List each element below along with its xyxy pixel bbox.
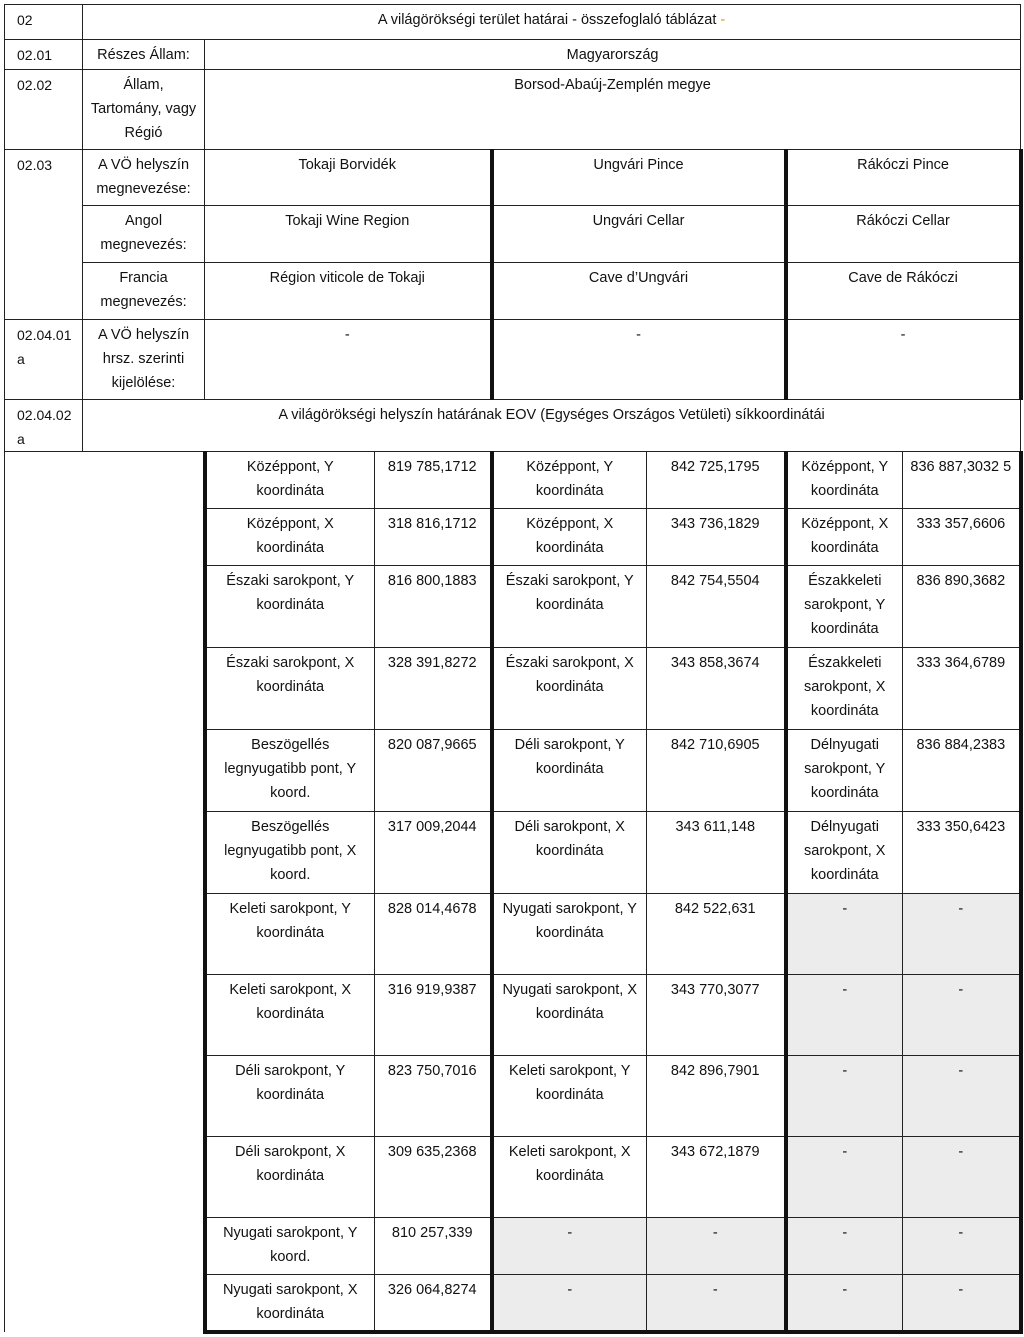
coord-value-tokaj: 309 635,2368 xyxy=(375,1137,492,1218)
coord-label-rakoczi: Délnyugati sarokpont, X koordináta xyxy=(786,812,903,894)
coord-label-ungvari: Középpont, Y koordináta xyxy=(492,452,647,509)
parcel-rakoczi: - xyxy=(786,320,1021,400)
row-code: 02.01 xyxy=(5,40,83,70)
empty-left-cell xyxy=(5,894,205,975)
empty-left-cell xyxy=(5,1218,205,1275)
coord-value-tokaj: 810 257,339 xyxy=(375,1218,492,1275)
coord-label-tokaj: Nyugati sarokpont, X koordináta xyxy=(205,1275,375,1332)
coord-value-tokaj: 328 391,8272 xyxy=(375,648,492,730)
coord-row xyxy=(5,566,1021,648)
coord-row xyxy=(5,452,1021,509)
table-title xyxy=(83,5,1021,40)
coord-row xyxy=(5,730,1021,812)
coord-value-rakoczi: 836 890,3682 xyxy=(903,566,1021,648)
row-value: Borsod-Abaúj-Zemplén megye xyxy=(205,70,1021,150)
empty-left-cell xyxy=(5,975,205,1056)
coord-value-ungvari: 842 754,5504 xyxy=(647,566,786,648)
coord-label-rakoczi: Északkeleti sarokpont, X koordináta xyxy=(786,648,903,730)
empty-code-cell xyxy=(5,206,83,263)
coord-value-ungvari: - xyxy=(647,1218,786,1275)
coord-label-tokaj: Középpont, Y koordináta xyxy=(205,452,375,509)
coord-value-ungvari: 343 736,1829 xyxy=(647,509,786,566)
row-code: 02.04.02 a xyxy=(5,400,83,452)
coord-label-rakoczi: - xyxy=(786,1056,903,1137)
coord-label-rakoczi: Középpont, Y koordináta xyxy=(786,452,903,509)
coord-value-rakoczi: 333 357,6606 xyxy=(903,509,1021,566)
coord-value-rakoczi: 836 884,2383 xyxy=(903,730,1021,812)
coord-label-ungvari: - xyxy=(492,1218,647,1275)
summary-table xyxy=(4,4,1023,1334)
parcel-tokaj: - xyxy=(205,320,492,400)
coord-value-rakoczi: 333 364,6789 xyxy=(903,648,1021,730)
coord-label-rakoczi: - xyxy=(786,1137,903,1218)
coord-label-rakoczi: Délnyugati sarokpont, Y koordináta xyxy=(786,730,903,812)
coord-label-ungvari: Középpont, X koordináta xyxy=(492,509,647,566)
english-name-rakoczi: Rákóczi Cellar xyxy=(786,206,1021,263)
coord-label-ungvari: Déli sarokpont, Y koordináta xyxy=(492,730,647,812)
coord-label-ungvari: Északi sarokpont, Y koordináta xyxy=(492,566,647,648)
coord-row xyxy=(5,648,1021,730)
table-row-header xyxy=(5,5,1021,40)
row-label: A VÖ helyszín megnevezése: xyxy=(83,150,205,206)
coord-label-tokaj: Keleti sarokpont, Y koordináta xyxy=(205,894,375,975)
table-row-0202 xyxy=(5,70,1021,150)
coord-value-tokaj: 823 750,7016 xyxy=(375,1056,492,1137)
row-code: 02 xyxy=(5,5,83,40)
table-row-0201 xyxy=(5,40,1021,70)
row-code: 02.04.01 a xyxy=(5,320,83,400)
coord-value-ungvari: 842 522,631 xyxy=(647,894,786,975)
coord-label-tokaj: Középpont, X koordináta xyxy=(205,509,375,566)
coord-label-tokaj: Déli sarokpont, Y koordináta xyxy=(205,1056,375,1137)
coord-value-tokaj: 819 785,1712 xyxy=(375,452,492,509)
coord-label-ungvari: Északi sarokpont, X koordináta xyxy=(492,648,647,730)
empty-left-cell xyxy=(5,452,205,509)
coord-row xyxy=(5,1275,1021,1332)
row-code: 02.02 xyxy=(5,70,83,150)
coord-value-rakoczi: - xyxy=(903,975,1021,1056)
table-row-0203 xyxy=(5,150,1021,206)
coord-value-tokaj: 828 014,4678 xyxy=(375,894,492,975)
coord-label-ungvari: Déli sarokpont, X koordináta xyxy=(492,812,647,894)
coord-value-tokaj: 816 800,1883 xyxy=(375,566,492,648)
coord-label-rakoczi: - xyxy=(786,894,903,975)
row-label: Részes Állam: xyxy=(83,40,205,70)
empty-left-cell xyxy=(5,1056,205,1137)
coord-value-ungvari: - xyxy=(647,1275,786,1332)
summary-document xyxy=(4,4,1020,1333)
row-label: Angol megnevezés: xyxy=(83,206,205,263)
coord-value-rakoczi: - xyxy=(903,1218,1021,1275)
coord-row xyxy=(5,975,1021,1056)
french-name-tokaj: Région viticole de Tokaji xyxy=(205,263,492,320)
coord-label-rakoczi: - xyxy=(786,1275,903,1332)
coord-value-tokaj: 316 919,9387 xyxy=(375,975,492,1056)
empty-left-cell xyxy=(5,812,205,894)
site-name-tokaj: Tokaji Borvidék xyxy=(205,150,492,206)
parcel-ungvari: - xyxy=(492,320,786,400)
empty-code-cell xyxy=(5,263,83,320)
title-text: A világörökségi terület határai - összefoglaló táblázat xyxy=(377,12,717,28)
coord-label-ungvari: Nyugati sarokpont, Y koordináta xyxy=(492,894,647,975)
table-row-francia xyxy=(5,263,1021,320)
table-row-020402 xyxy=(5,400,1021,452)
empty-left-cell xyxy=(5,1137,205,1218)
coord-value-rakoczi: - xyxy=(903,1275,1021,1332)
coord-label-ungvari: Nyugati sarokpont, X koordináta xyxy=(492,975,647,1056)
coord-label-tokaj: Beszögellés legnyugatibb pont, X koord. xyxy=(205,812,375,894)
coord-value-rakoczi: - xyxy=(903,1056,1021,1137)
french-name-ungvari: Cave d’Ungvári xyxy=(492,263,786,320)
row-label: A VÖ helyszín hrsz. szerinti kijelölése: xyxy=(83,320,205,400)
coord-label-tokaj: Nyugati sarokpont, Y koord. xyxy=(205,1218,375,1275)
english-name-ungvari: Ungvári Cellar xyxy=(492,206,786,263)
coord-value-ungvari: 842 710,6905 xyxy=(647,730,786,812)
coord-label-ungvari: Keleti sarokpont, X koordináta xyxy=(492,1137,647,1218)
row-code: 02.03 xyxy=(5,150,83,206)
coord-row xyxy=(5,1137,1021,1218)
empty-left-cell xyxy=(5,730,205,812)
row-label: Állam, Tartomány, vagy Régió xyxy=(83,70,205,150)
coord-row xyxy=(5,1056,1021,1137)
title-suffix: - xyxy=(720,12,726,28)
eov-heading: A világörökségi helyszín határának EOV (Egységes Országos Vetületi) síkkoordinátái xyxy=(83,400,1021,452)
coord-value-rakoczi: 333 350,6423 xyxy=(903,812,1021,894)
coord-value-tokaj: 318 816,1712 xyxy=(375,509,492,566)
coord-value-tokaj: 820 087,9665 xyxy=(375,730,492,812)
empty-left-cell xyxy=(5,648,205,730)
english-name-tokaj: Tokaji Wine Region xyxy=(205,206,492,263)
coord-value-ungvari: 842 725,1795 xyxy=(647,452,786,509)
coord-value-tokaj: 317 009,2044 xyxy=(375,812,492,894)
coord-label-tokaj: Beszögellés legnyugatibb pont, Y koord. xyxy=(205,730,375,812)
row-value: Magyarország xyxy=(205,40,1021,70)
empty-left-cell xyxy=(5,1275,205,1332)
coord-value-rakoczi: 836 887,3032 5 xyxy=(903,452,1021,509)
coord-label-rakoczi: - xyxy=(786,975,903,1056)
coord-value-ungvari: 842 896,7901 xyxy=(647,1056,786,1137)
table-row-angol xyxy=(5,206,1021,263)
coord-label-rakoczi: - xyxy=(786,1218,903,1275)
coord-label-tokaj: Északi sarokpont, Y koordináta xyxy=(205,566,375,648)
coord-value-tokaj: 326 064,8274 xyxy=(375,1275,492,1332)
coord-label-ungvari: Keleti sarokpont, Y koordináta xyxy=(492,1056,647,1137)
coord-value-ungvari: 343 611,148 xyxy=(647,812,786,894)
coord-label-tokaj: Déli sarokpont, X koordináta xyxy=(205,1137,375,1218)
table-row-020401 xyxy=(5,320,1021,400)
coord-row xyxy=(5,509,1021,566)
coord-row xyxy=(5,1218,1021,1275)
coord-row xyxy=(5,812,1021,894)
empty-left-cell xyxy=(5,509,205,566)
coord-label-ungvari: - xyxy=(492,1275,647,1332)
coord-label-tokaj: Északi sarokpont, X koordináta xyxy=(205,648,375,730)
coord-value-rakoczi: - xyxy=(903,894,1021,975)
coord-label-rakoczi: Északkeleti sarokpont, Y koordináta xyxy=(786,566,903,648)
coord-value-ungvari: 343 770,3077 xyxy=(647,975,786,1056)
coord-value-ungvari: 343 672,1879 xyxy=(647,1137,786,1218)
coord-label-tokaj: Keleti sarokpont, X koordináta xyxy=(205,975,375,1056)
coord-value-rakoczi: - xyxy=(903,1137,1021,1218)
site-name-rakoczi: Rákóczi Pince xyxy=(786,150,1021,206)
french-name-rakoczi: Cave de Rákóczi xyxy=(786,263,1021,320)
site-name-ungvari: Ungvári Pince xyxy=(492,150,786,206)
row-label: Francia megnevezés: xyxy=(83,263,205,320)
coord-label-rakoczi: Középpont, X koordináta xyxy=(786,509,903,566)
coord-row xyxy=(5,894,1021,975)
empty-left-cell xyxy=(5,566,205,648)
coord-value-ungvari: 343 858,3674 xyxy=(647,648,786,730)
